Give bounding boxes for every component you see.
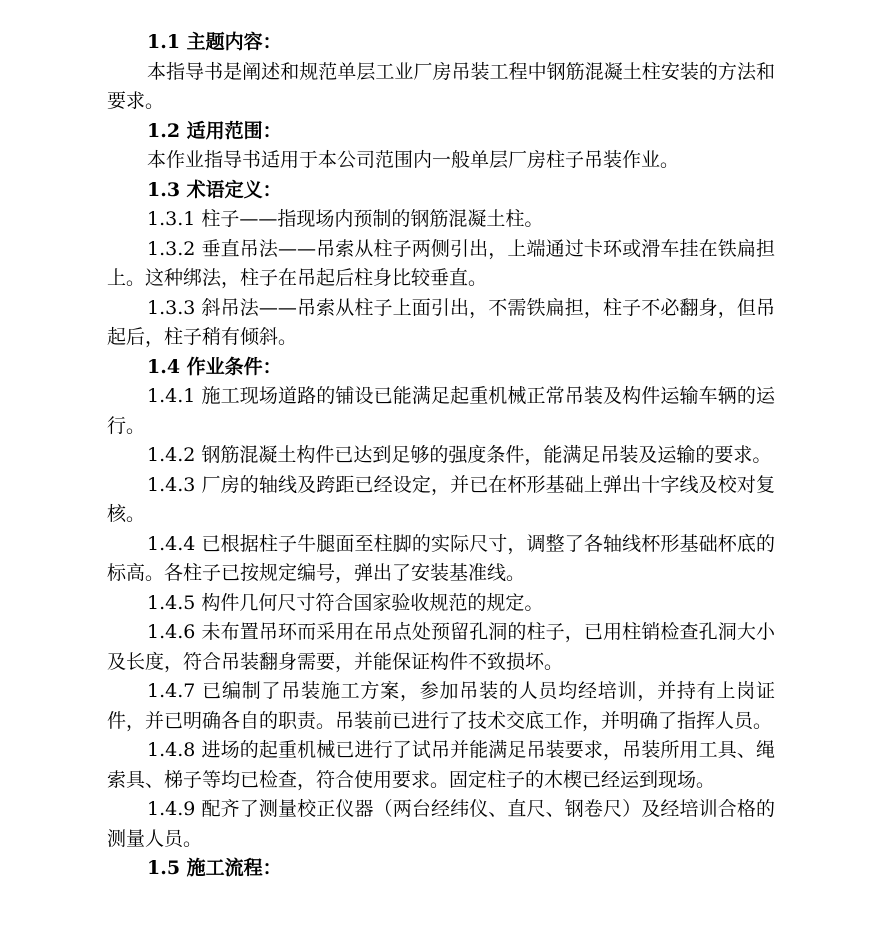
paragraph-scope: 本作业指导书适用于本公司范围内一般单层厂房柱子吊装作业。 xyxy=(147,149,680,171)
section-heading-construction-process: 1.5 施工流程： xyxy=(147,857,282,879)
section-heading-definitions: 1.3 术语定义： xyxy=(147,178,282,201)
paragraph-condition-1: 1.4.1 施工现场道路的铺设已能满足起重机械正常吊装及构件运输车辆的运行。 xyxy=(107,385,775,437)
paragraph-condition-9: 1.4.9 配齐了测量校正仪器（两台经纬仪、直尺、钢卷尺）及经培训合格的测量人员。 xyxy=(107,798,775,850)
paragraph-condition-7: 1.4.7 已编制了吊装施工方案，参加吊装的人员均经培训，并持有上岗证件，并已明确各自的职责。吊装前已进行了技术交底工作，并明确了指挥人员。 xyxy=(107,680,775,732)
paragraph-definition-vertical-lift: 1.3.2 垂直吊法——吊索从柱子两侧引出，上端通过卡环或滑车挂在铁扁担上。这种绑法，柱子在吊起后柱身比较垂直。 xyxy=(107,237,775,289)
section-heading-scope: 1.2 适用范围： xyxy=(147,119,282,142)
paragraph-condition-8: 1.4.8 进场的起重机械已进行了试吊并能满足吊装要求，吊装所用工具、绳索具、梯子等均已检查，符合使用要求。固定柱子的木楔已经运到现场。 xyxy=(107,739,775,791)
paragraph-main-content: 本指导书是阐述和规范单层工业厂房吊装工程中钢筋混凝土柱安装的方法和要求。 xyxy=(107,60,775,112)
paragraph-condition-6: 1.4.6 未布置吊环而采用在吊点处预留孔洞的柱子，已用柱销检查孔洞大小及长度，符合吊装翻身需要，并能保证构件不致损坏。 xyxy=(107,621,775,673)
section-heading-work-conditions: 1.4 作业条件： xyxy=(147,355,282,378)
paragraph-condition-2: 1.4.2 钢筋混凝土构件已达到足够的强度条件，能满足吊装及运输的要求。 xyxy=(147,444,772,466)
paragraph-definition-oblique-lift: 1.3.3 斜吊法——吊索从柱子上面引出，不需铁扁担，柱子不必翻身，但吊起后，柱子稍有倾斜。 xyxy=(107,296,775,348)
paragraph-definition-column: 1.3.1 柱子——指现场内预制的钢筋混凝土柱。 xyxy=(147,208,544,230)
paragraph-condition-4: 1.4.4 已根据柱子牛腿面至柱脚的实际尺寸，调整了各轴线杯形基础杯底的标高。各柱子已按规定编号，弹出了安装基准线。 xyxy=(107,532,775,584)
paragraph-condition-3: 1.4.3 厂房的轴线及跨距已经设定，并已在杯形基础上弹出十字线及校对复核。 xyxy=(107,473,775,525)
section-heading-main-content: 1.1 主题内容： xyxy=(147,31,282,53)
paragraph-condition-5: 1.4.5 构件几何尺寸符合国家验收规范的规定。 xyxy=(147,591,544,614)
document-page xyxy=(107,28,775,884)
